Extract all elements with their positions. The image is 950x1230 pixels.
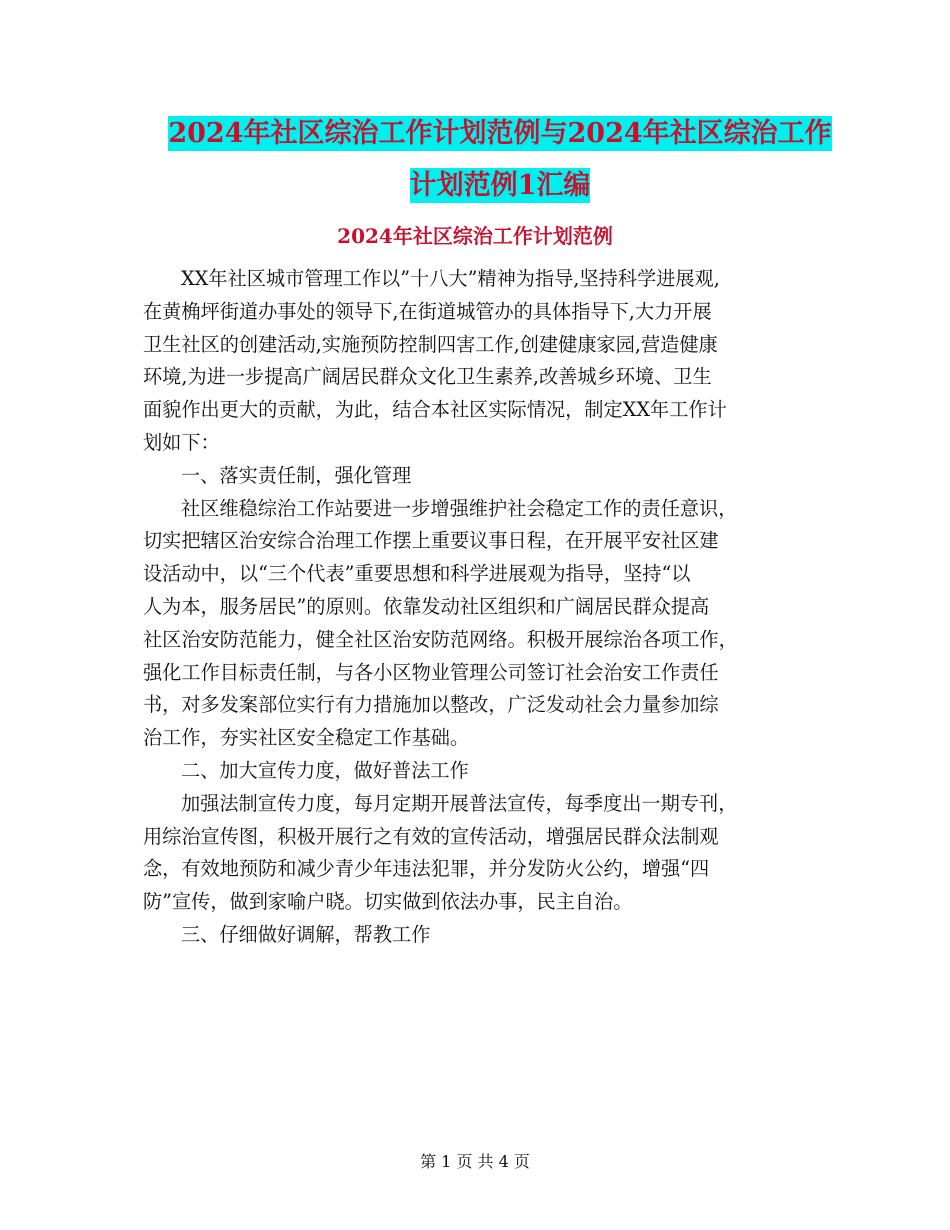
body-line: 人为本，服务居民”的原则。依靠发动社区组织和广阔居民群众提高 bbox=[143, 594, 710, 618]
body-line: 面貌作出更大的贡献，为此，结合本社区实际情况，制定XX年工作计 bbox=[143, 398, 727, 422]
body-line: 念，有效地预防和减少青少年违法犯罪，并分发防火公约，增强“四 bbox=[143, 857, 710, 881]
heading-line: 三、仔细做好调解，帮教工作 bbox=[181, 922, 431, 946]
section-title: 2024年社区综治工作计划范例 bbox=[337, 224, 613, 248]
heading-line: 二、加大宣传力度，做好普法工作 bbox=[181, 758, 469, 782]
body-line: 在黄桷坪街道办事处的领导下,在街道城管办的具体指导下,大力开展 bbox=[143, 299, 712, 323]
body-line: 设活动中，以“三个代表”重要思想和科学进展观为指导，坚持“以 bbox=[143, 562, 691, 586]
body-line: 切实把辖区治安综合治理工作摆上重要议事日程，在开展平安社区建 bbox=[143, 529, 719, 553]
body-line: 划如下： bbox=[143, 430, 220, 454]
body-line: 防”宣传，做到家喻户晓。切实做到依法办事，民主自治。 bbox=[143, 890, 633, 914]
body-line: 治工作，夯实社区安全稳定工作基础。 bbox=[143, 726, 470, 750]
body-line: 强化工作目标责任制，与各小区物业管理公司签订社会治安工作责任 bbox=[143, 660, 719, 684]
document-title-line-1: 2024年社区综治工作计划范例与2024年社区综治工作 bbox=[168, 118, 832, 149]
body-line: 加强法制宣传力度，每月定期开展普法宣传，每季度出一期专刊， bbox=[181, 791, 738, 815]
document-body bbox=[143, 263, 823, 952]
page-footer: 第 1 页 共 4 页 bbox=[420, 1152, 530, 1171]
document-title-line-2: 计划范例1汇编 bbox=[409, 170, 591, 201]
heading-line: 一、落实责任制，强化管理 bbox=[181, 463, 412, 487]
document-title bbox=[120, 108, 880, 212]
body-line: 环境,为进一步提高广阔居民群众文化卫生素养,改善城乡环境、卫生 bbox=[143, 365, 712, 389]
body-line: 社区治安防范能力，健全社区治安防范网络。积极开展综治各项工作， bbox=[143, 627, 738, 651]
body-line: 书，对多发案部位实行有力措施加以整改，广泛发动社会力量参加综 bbox=[143, 693, 719, 717]
body-line: XX年社区城市管理工作以”十八大”精神为指导,坚持科学进展观, bbox=[181, 267, 720, 290]
body-line: 卫生社区的创建活动,实施预防控制四害工作,创建健康家园,营造健康 bbox=[143, 332, 718, 356]
body-line: 社区维稳综治工作站要进一步增强维护社会稳定工作的责任意识， bbox=[181, 496, 738, 520]
body-line: 用综治宣传图，积极开展行之有效的宣传活动，增强居民群众法制观 bbox=[143, 824, 719, 848]
